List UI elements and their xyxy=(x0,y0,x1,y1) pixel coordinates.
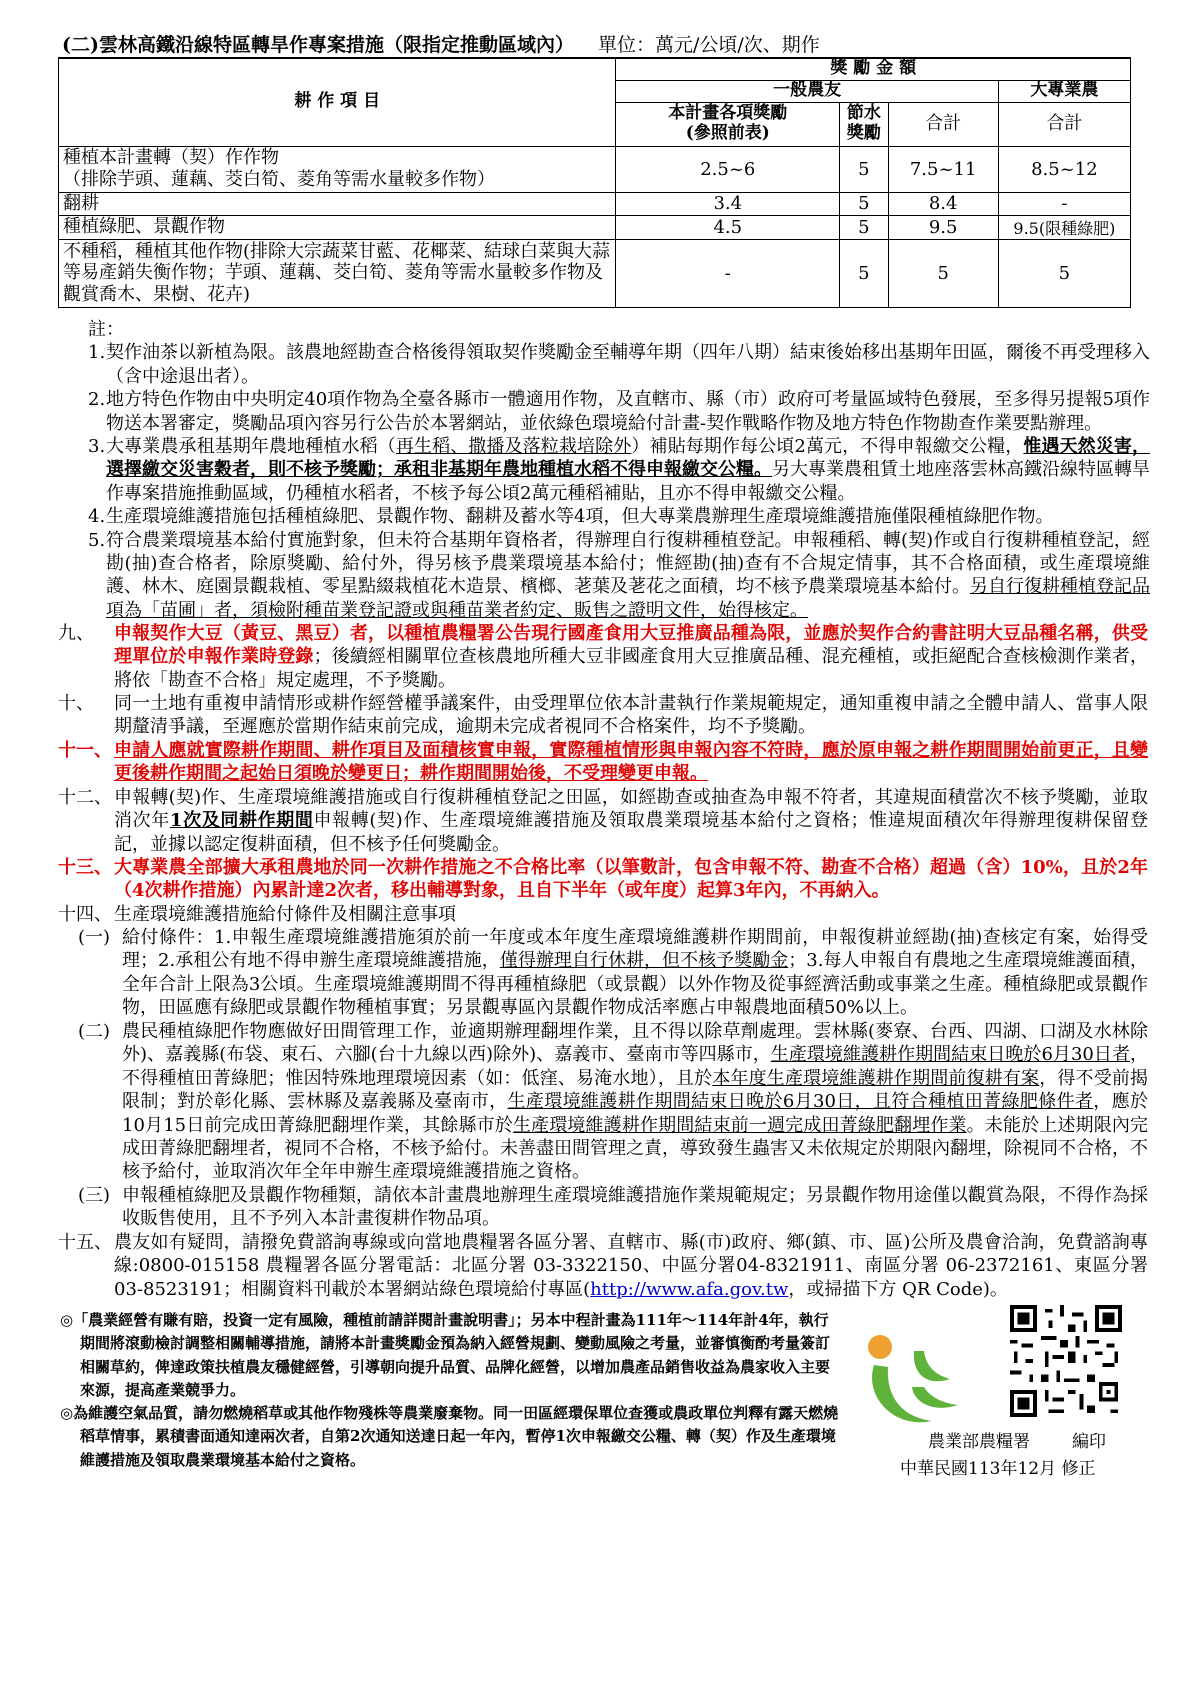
footer-notes xyxy=(60,1309,840,1472)
section-9: 九、 申報契作大豆（黃豆、黑豆）者，以種植農糧署公告現行國產食用大豆推廣品種為限，並應於契作合約書註明大豆品種名稱，供受理單位於申報作業時登錄；後續經相關單位查核農地所種大豆非國產食用大豆推廣品種、混充種植，或拒絕配合查核檢測作業者，將依「勘查不合格」規定處理，不予獎勵。 xyxy=(58,623,1149,691)
row-large: - xyxy=(998,192,1130,215)
row-item: 翻耕 xyxy=(59,192,616,215)
row-large: 9.5(限種綠肥) xyxy=(998,215,1130,239)
signature-block xyxy=(900,1427,1150,1479)
header-award: 獎 勵 金 額 xyxy=(616,58,1131,80)
row-plan: - xyxy=(616,239,840,307)
section-14-3: (三) 申報種植綠肥及景觀作物種類，請依本計畫農地辦理生產環境維護措施作業規範規定；另景觀作物用途僅以觀賞為限，不得作為採收販售使用，且不予列入本計畫復耕作物品項。 xyxy=(78,1185,1148,1230)
revision-date: 中華民國113年12月 修正 xyxy=(900,1459,1096,1479)
notes-label: 註： xyxy=(88,319,124,340)
row-water: 5 xyxy=(840,239,888,307)
footer-note-2: ◎為維護空氣品質，請勿燃燒稻草或其他作物殘株等農業廢棄物。同一田區經環保單位查獲或農政單位判釋有露天燃燒稻草情事，累積書面通知達兩次者，自第2次通知送達日起一年內，暫停1次申報繳交公糧、轉（契）作及生產環境維護措施及領取農業環境基本給付之資格。 xyxy=(60,1404,839,1469)
qr-code-icon xyxy=(1010,1305,1122,1417)
row-item: 種植本計畫轉（契）作作物 （排除芋頭、蓮藕、茭白筍、菱角等需水量較多作物） xyxy=(59,146,616,192)
header-item: 耕 作 項 目 xyxy=(59,58,616,146)
row-water: 5 xyxy=(840,192,888,215)
note-3: 3. 大專業農承租基期年農地種植水稻（再生稻、撒播及落粒栽培除外）補貼每期作每公頃2萬元，不得申報繳交公糧，惟遇天然災害，選擇繳交災害穀者，則不核予獎勵；承租非基期年農地種植水稻不得申報繳交公糧。另大專業農租賃土地座落雲林高鐵沿線特區轉旱作專案措施推動區域，仍種植水稻者，不核予每公頃2萬元種稻補貼，且亦不得申報繳交公糧。 xyxy=(88,435,1151,504)
award-table xyxy=(58,57,1131,308)
section-14: 十四、 生產環境維護措施給付條件及相關注意事項 xyxy=(58,904,456,925)
note-1: 1. 契作油茶以新植為限。該農地經勘查合格後得領取契作獎勵金至輔導年期（四年八期）結束後始移出基期年田區，爾後不再受理移入（含中途退出者）。 xyxy=(88,342,1150,387)
section-title xyxy=(62,30,1142,57)
row-plan: 4.5 xyxy=(616,215,840,239)
row-total: 5 xyxy=(888,239,998,307)
header-general: 一般農友 xyxy=(616,80,998,102)
publisher: 農業部農糧署 xyxy=(928,1432,1030,1452)
header-total: 合計 xyxy=(888,102,998,146)
row-total: 8.4 xyxy=(888,192,998,215)
section-15: 十五、 農友如有疑問，請撥免費諮詢專線或向當地農糧署各區分署、直轄市、縣(市)政府、鄉(鎮、市、區)公所及農會洽詢，免費諮詢專線:0800-015158 農糧署各區分署電話：北區分署 03-3322150、中區分署04-8321911、南區分署 06-2372161、東區分署 03-8523191；相關資料刊載於本署網站綠色環境給付專區(http://www.afa.gov.tw，或掃描下方 QR Code)。 xyxy=(58,1232,1148,1300)
note-4: 4. 生產環境維護措施包括種植綠肥、景觀作物、翻耕及蓄水等4項，但大專業農辦理生產環境維護措施僅限種植綠肥作物。 xyxy=(88,506,1054,528)
section-11: 十一、 申請人應就實際耕作期間、耕作項目及面積核實申報，實際種植情形與申報內容不符時，應於原申報之耕作期間開始前更正，且變更後耕作期間之起始日須晚於變更日；耕作期間開始後，不受理變更申報。 xyxy=(58,740,1148,785)
row-item: 種植綠肥、景觀作物 xyxy=(59,215,616,239)
row-water: 5 xyxy=(840,146,888,192)
afa-website-link[interactable]: http://www.afa.gov.tw xyxy=(590,1278,789,1300)
row-plan: 2.5~6 xyxy=(616,146,840,192)
header-large: 大專業農 xyxy=(998,80,1130,102)
section-12: 十二、 申報轉(契)作、生產環境維護措施或自行復耕種植登記之田區，如經勘查或抽查為申報不符者，其違規面積當次不核予獎勵，並取消次年1次及同耕作期間申報轉(契)作、生產環境維護措施及領取農業環境基本給付之資格；惟違規面積次年得辦理復耕保留登記，並據以認定復耕面積，但不核予任何獎勵金。 xyxy=(58,787,1149,855)
table-row xyxy=(59,215,1131,239)
row-total: 7.5~11 xyxy=(888,146,998,192)
notes-block xyxy=(60,318,1150,622)
footer-note-1: ◎「農業經營有賺有賠，投資一定有風險，種植前請詳閱計畫說明書」；另本中程計畫為111年～114年計4年，執行期間將滾動檢討調整相關輔導措施，請將本計畫獎勵金預為納入經營規劃、變動風險之考量，並審慎衡酌考量簽訂相關草約，俾達政策扶植農友穩健經營，引導朝向提升品質、品牌化經營，以增加農產品銷售收益為農家收入主要來源，提高產業競爭力。 xyxy=(60,1311,831,1399)
header-plan-award: 本計畫各項獎勵 (參照前表) xyxy=(616,102,840,146)
section-14-2: (二) 農民種植綠肥作物應做好田間管理工作，並適期辦理翻埋作業，且不得以除草劑處理。雲林縣(麥寮、台西、四湖、口湖及水林除外)、嘉義縣(布袋、東石、六腳(台十九線以西)除外)、嘉義市、臺南市等四縣市，生產環境維護耕作期間結束日晚於6月30日者，不得種植田菁綠肥；惟因特殊地理環境因素（如：低窪、易淹水地），且於本年度生產環境維護耕作期間前復耕有案，得不受前揭限制；對於彰化縣、雲林縣及嘉義縣及臺南市，生產環境維護耕作期間結束日晚於6月30日，且符合種植田菁綠肥條件者，應於10月15日前完成田菁綠肥翻埋作業，其餘縣市於生產環境維護耕作期間結束前一週完成田菁綠肥翻埋作業。未能於上述期限內完成田菁綠肥翻埋者，視同不合格，不核予給付。未善盡田間管理之責，導致發生蟲害又未依規定於期限內翻埋，除視同不合格，不核予給付，並取消次年全年申辦生產環境維護措施之資格。 xyxy=(78,1021,1149,1183)
note-5: 5. 符合農業環境基本給付實施對象，但未符合基期年資格者，得辦理自行復耕種植登記。申報種稻、轉(契)作或自行復耕種植登記，經勘(抽)查合格者，除原獎勵、給付外，得另核予農業環境基本給付；惟經勘(抽)查有不合規定情事，其不合格面積，或生產環境維護、林木、庭園景觀栽植、零星點綴栽植花木造景、檳榔、荖葉及荖花之面積，均不核予農業環境基本給付。另自行復耕種植登記品項為「苗圃」者，須檢附種苗業登記證或與種苗業者約定、販售之證明文件，始得核定。 xyxy=(88,529,1150,621)
publisher-edit: 編印 xyxy=(1072,1432,1106,1452)
note-2: 2. 地方特色作物由中央明定40項作物為全臺各縣市一體適用作物，及直轄市、縣（市）政府可考量區域特色發展，至多得另提報5項作物送本署審定，獎勵品項內容另行公告於本署網站，並依綠色環境給付計畫-契作戰略作物及地方特色作物勘查作業要點辦理。 xyxy=(88,389,1150,434)
header-water: 節水 獎勵 xyxy=(840,102,888,146)
header-total-large: 合計 xyxy=(998,102,1130,146)
section-14-1: (一) 給付條件：1.申報生產環境維護措施須於前一年度或本年度生產環境維護耕作期間前，申報復耕並經勘(抽)查核定有案，始得受理；2.承租公有地不得申辦生產環境維護措施，僅得辦理自行休耕，但不核予獎勵金；3.每人申報自有農地之生產環境維護面積，全年合計上限為3公頃。生產環境維護期間不得再種植綠肥（或景觀）以外作物及從事經濟活動或事業之生產。種植綠肥或景觀作物，田區應有綠肥或景觀作物種植事實；另景觀專區內景觀作物成活率應占申報農地面積50%以上。 xyxy=(78,927,1149,1019)
unit-text: 單位：萬元/公頃/次、期作 xyxy=(597,34,820,56)
title-text: (二)雲林高鐵沿線特區轉旱作專案措施（限指定推動區域內） xyxy=(62,34,574,56)
section-13: 十三、 大專業農全部擴大承租農地於同一次耕作措施之不合格比率（以筆數計，包含申報不符、勘查不合格）超過（含）10%，且於2年（4次耕作措施）內累計達2次者，移出輔導對象，且自下半年（或年度）起算3年內，不再納入。 xyxy=(58,857,1148,902)
afa-logo-icon xyxy=(854,1317,974,1437)
row-large: 5 xyxy=(998,239,1130,307)
table-row xyxy=(59,239,1131,307)
row-large: 8.5~12 xyxy=(998,146,1130,192)
table-row xyxy=(59,192,1131,215)
section-10: 十、 同一土地有重複申請情形或耕作經營權爭議案件，由受理單位依本計畫執行作業規範規定，通知重複申請之全體申請人、當事人限期釐清爭議，至遲應於當期作結束前完成，逾期未完成者視同不合格案件，均不予獎勵。 xyxy=(58,693,1148,738)
row-plan: 3.4 xyxy=(616,192,840,215)
table-row xyxy=(59,146,1131,192)
row-total: 9.5 xyxy=(888,215,998,239)
row-water: 5 xyxy=(840,215,888,239)
row-item: 不種稻，種植其他作物(排除大宗蔬菜甘藍、花椰菜、結球白菜與大蒜等易產銷失衡作物；芋頭、蓮藕、茭白筍、菱角等需水量較多作物及觀賞喬木、果樹、花卉) xyxy=(59,239,616,307)
